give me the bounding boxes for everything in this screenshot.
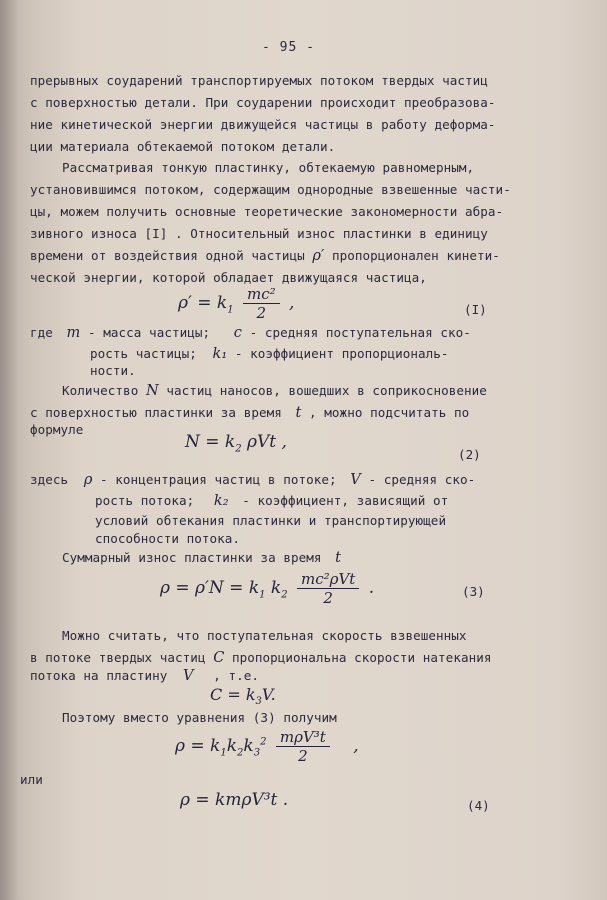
- eq-mid: k: [270, 578, 282, 598]
- m-symbol: m: [66, 325, 81, 341]
- text-line: установившимся потоком, содержащим однородные взвешенные части-: [30, 182, 511, 197]
- text-line: [62, 383, 487, 399]
- text-line: ние кинетической энергии движущейся частицы в работу деформа-: [30, 117, 496, 132]
- eq-tail: V.: [261, 685, 276, 704]
- text-segment: - коэффициент, зависящий от: [242, 493, 449, 508]
- text-segment: Суммарный износ пластинки за время: [62, 550, 322, 565]
- eq-subscript: 3: [253, 747, 261, 759]
- eq-subscript: 3: [255, 696, 262, 708]
- eq-denominator: 2: [323, 589, 333, 607]
- text-segment: - коэффициент пропорциональ-: [234, 346, 449, 361]
- text-segment: - концентрация частиц в потоке;: [100, 472, 337, 487]
- definition-line: [30, 325, 471, 341]
- text-line: [30, 248, 500, 264]
- text-segment: - средняя ско-: [368, 472, 476, 487]
- c-symbol: c: [233, 325, 242, 341]
- eq-subscript: 2: [281, 589, 288, 601]
- text-line: формуле: [30, 422, 84, 437]
- text-segment: где: [30, 325, 53, 340]
- definition-line: способности потока.: [95, 531, 241, 546]
- page-number: - 95 -: [262, 40, 315, 55]
- text-segment: потока на пластину: [30, 668, 168, 683]
- equation-1: [178, 285, 294, 322]
- equation-4a: [175, 728, 359, 765]
- eq-numerator: mc²ρVt: [297, 570, 359, 589]
- eq-tail: ρVt ,: [241, 432, 287, 452]
- C-symbol: C: [213, 650, 225, 666]
- V-symbol: V: [183, 668, 194, 684]
- eq-lhs: N = k: [185, 432, 236, 452]
- eq-subscript: 2: [237, 747, 244, 759]
- k2-symbol: k₂: [213, 493, 229, 509]
- eq-lhs: ρ = k: [175, 736, 221, 756]
- text-segment: пропорционален кинети-: [331, 248, 500, 263]
- eq-mid: k: [226, 736, 238, 756]
- eq-fraction: [297, 570, 359, 607]
- text-segment: с поверхностью пластинки за время: [30, 405, 282, 420]
- definition-line: условий обтекания пластинки и транспортирующей: [95, 513, 447, 528]
- text-line: Можно считать, что поступательная скорость взвешенных: [62, 628, 467, 643]
- text-segment: рость частицы;: [90, 346, 197, 361]
- equation-2: [185, 432, 287, 454]
- text-segment: здесь: [30, 472, 69, 487]
- text-segment: - масса частицы;: [88, 325, 211, 340]
- eq-tail: ,: [289, 293, 295, 313]
- eq-tail: ,: [353, 736, 359, 756]
- text-line: Рассматривая тонкую пластинку, обтекаемую равномерным,: [62, 160, 475, 175]
- text-segment: Количество: [62, 383, 139, 398]
- text-line: [30, 668, 259, 684]
- equation-number: (I): [464, 302, 487, 317]
- text-segment: частиц наносов, вошедших в соприкосновение: [166, 383, 487, 398]
- text-line: зивного износа [I] . Относительный износ пластинки в единицу: [30, 226, 488, 241]
- equation-4b: ρ = kmρV³t .: [180, 790, 289, 810]
- t-symbol: t: [295, 405, 302, 421]
- binding-shadow: [0, 0, 18, 900]
- rho-symbol: ρ: [83, 472, 93, 488]
- eq-fraction: [276, 728, 330, 765]
- eq-subscript: 1: [259, 589, 266, 601]
- text-line: ции материала обтекаемой потоком детали.: [30, 139, 336, 154]
- equation-number: (4): [467, 798, 490, 813]
- definition-line: ности.: [90, 363, 136, 378]
- text-line: [30, 405, 469, 421]
- text-segment: , т.е.: [213, 668, 259, 683]
- text-segment: рость потока;: [95, 493, 195, 508]
- eq-subscript: 2: [235, 443, 242, 455]
- text-line: или: [20, 772, 43, 787]
- text-line: Поэтому вместо уравнения (3) получим: [62, 710, 337, 725]
- eq-tail: .: [368, 578, 375, 598]
- eq-denominator: 2: [256, 304, 267, 322]
- eq-numerator: mc²: [243, 285, 280, 304]
- definition-line: [30, 472, 475, 488]
- text-segment: времени от воздействия одной частицы: [30, 248, 305, 263]
- text-segment: - средняя поступательная ско-: [249, 325, 471, 340]
- equation-number: (2): [458, 447, 481, 462]
- eq-superscript: 2: [260, 736, 267, 748]
- k1-symbol: k₁: [212, 346, 228, 362]
- eq-lhs: ρ = ρ′N = k: [160, 578, 260, 598]
- eq-numerator: mρV³t: [276, 728, 330, 747]
- rho-prime-symbol: ρ′: [312, 248, 325, 264]
- eq-denominator: 2: [298, 747, 308, 765]
- definition-line: [90, 346, 449, 362]
- N-symbol: N: [145, 383, 159, 399]
- text-segment: , можно подсчитать по: [309, 405, 470, 420]
- text-segment: пропорциональна скорости натекания: [231, 650, 492, 665]
- text-segment: в потоке твердых частиц: [30, 650, 206, 665]
- text-line: прерывных соударений транспортируемых потоком твердых частиц: [30, 73, 488, 88]
- eq-lhs: ρ′ = k: [178, 293, 228, 313]
- eq-subscript: 1: [220, 747, 227, 759]
- text-line: с поверхностью детали. При соударении происходит преобразова-: [30, 95, 496, 110]
- equation-c: [210, 685, 276, 707]
- text-line: цы, можем получить основные теоретические закономерности абра-: [30, 204, 504, 219]
- eq-mid: k: [243, 736, 254, 756]
- text-line: [62, 550, 341, 566]
- t-symbol: t: [335, 550, 342, 566]
- eq-fraction: [243, 285, 280, 322]
- equation-3: [160, 570, 374, 607]
- definition-line: [95, 493, 448, 509]
- eq-lhs: C = k: [210, 685, 256, 704]
- text-line: [30, 650, 491, 666]
- V-symbol: V: [350, 472, 361, 488]
- eq-subscript: 1: [227, 304, 234, 316]
- text-line: ческой энергии, которой обладает движущаяся частица,: [30, 270, 427, 285]
- equation-number: (3): [462, 584, 485, 599]
